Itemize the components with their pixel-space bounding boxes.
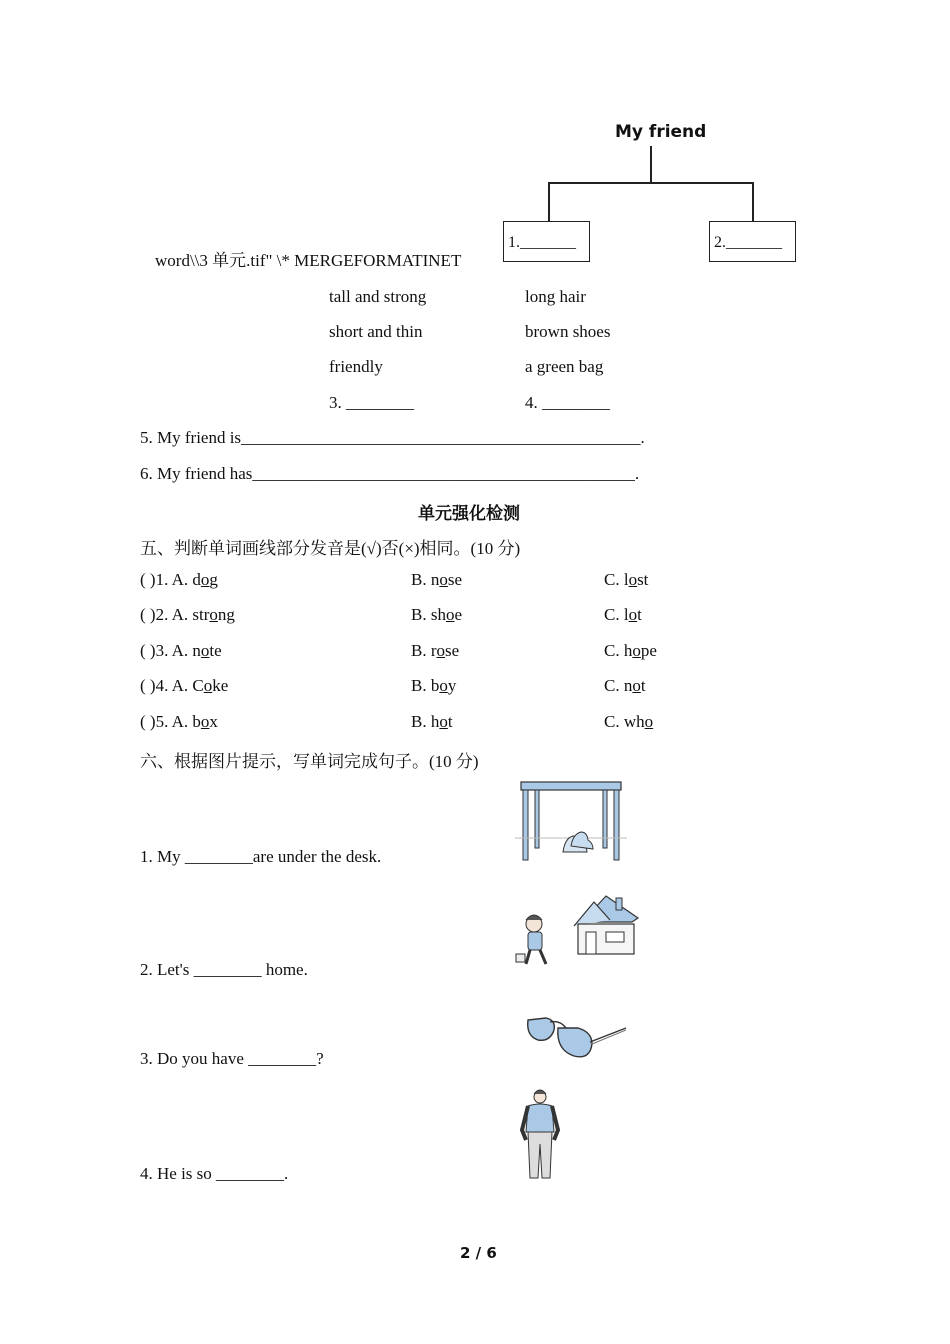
boy-walking-to-house-picture xyxy=(510,892,642,972)
strong-man-picture xyxy=(518,1088,562,1182)
part5-row-4-c: C. not xyxy=(604,676,646,695)
part6-item-3: 3. Do you have ________? xyxy=(140,1049,324,1068)
tree-stem xyxy=(650,146,652,182)
part5-row-5-b: B. hot xyxy=(411,712,453,731)
bank-left-3: friendly xyxy=(329,357,383,376)
sentence-5: 5. My friend is_______________________________________________. xyxy=(140,428,645,447)
part5-row-1-c: C. lost xyxy=(604,570,649,589)
bank-right-1: long hair xyxy=(525,287,586,306)
tree-right-leg xyxy=(752,182,754,222)
part6-instruction: 六、根据图片提示，写单词完成句子。(10 分) xyxy=(140,752,479,771)
part5-row-2-c: C. lot xyxy=(604,605,642,624)
bank-left-2: short and thin xyxy=(329,322,423,341)
part5-row-2-a: ( )2. A. strong xyxy=(140,605,235,624)
tree-title: My friend xyxy=(615,122,707,142)
part5-row-5-c: C. who xyxy=(604,712,654,731)
sentence-6: 6. My friend has_____________________________________________. xyxy=(140,464,640,483)
sunglasses-picture xyxy=(524,1014,630,1062)
bank-right-3: a green bag xyxy=(525,357,604,376)
part5-row-3-c: C. hope xyxy=(604,641,657,660)
part5-row-4-a: ( )4. A. Coke xyxy=(140,676,229,695)
part5-row-5-a: ( )5. A. box xyxy=(140,712,218,731)
tree-box-2: 2._______ xyxy=(709,221,796,262)
part5-row-1-b: B. nose xyxy=(411,570,463,589)
section-heading: 单元强化检测 xyxy=(418,504,520,523)
part5-row-1-a: ( )1. A. dog xyxy=(140,570,218,589)
part5-instruction: 五、判断单词画线部分发音是(√)否(×)相同。(10 分) xyxy=(140,539,521,558)
part5-row-3-a: ( )3. A. note xyxy=(140,641,222,660)
tree-branch xyxy=(548,182,753,184)
part6-item-2: 2. Let's ________ home. xyxy=(140,960,308,979)
bank-left-4: 3. ________ xyxy=(329,393,414,412)
shoes-under-desk-picture xyxy=(515,780,627,864)
tree-left-leg xyxy=(548,182,550,222)
part5-row-2-b: B. shoe xyxy=(411,605,463,624)
tree-box-1: 1._______ xyxy=(503,221,590,262)
part6-item-1: 1. My ________are under the desk. xyxy=(140,847,382,866)
part6-item-4: 4. He is so ________. xyxy=(140,1164,289,1183)
part5-row-4-b: B. boy xyxy=(411,676,457,695)
bank-right-2: brown shoes xyxy=(525,322,611,341)
merge-field-text: word\\3 单元.tif" \* MERGEFORMATINET xyxy=(155,251,462,270)
bank-right-4: 4. ________ xyxy=(525,393,610,412)
bank-left-1: tall and strong xyxy=(329,287,427,306)
part5-row-3-b: B. rose xyxy=(411,641,460,660)
page-number: 2 / 6 xyxy=(460,1244,497,1262)
